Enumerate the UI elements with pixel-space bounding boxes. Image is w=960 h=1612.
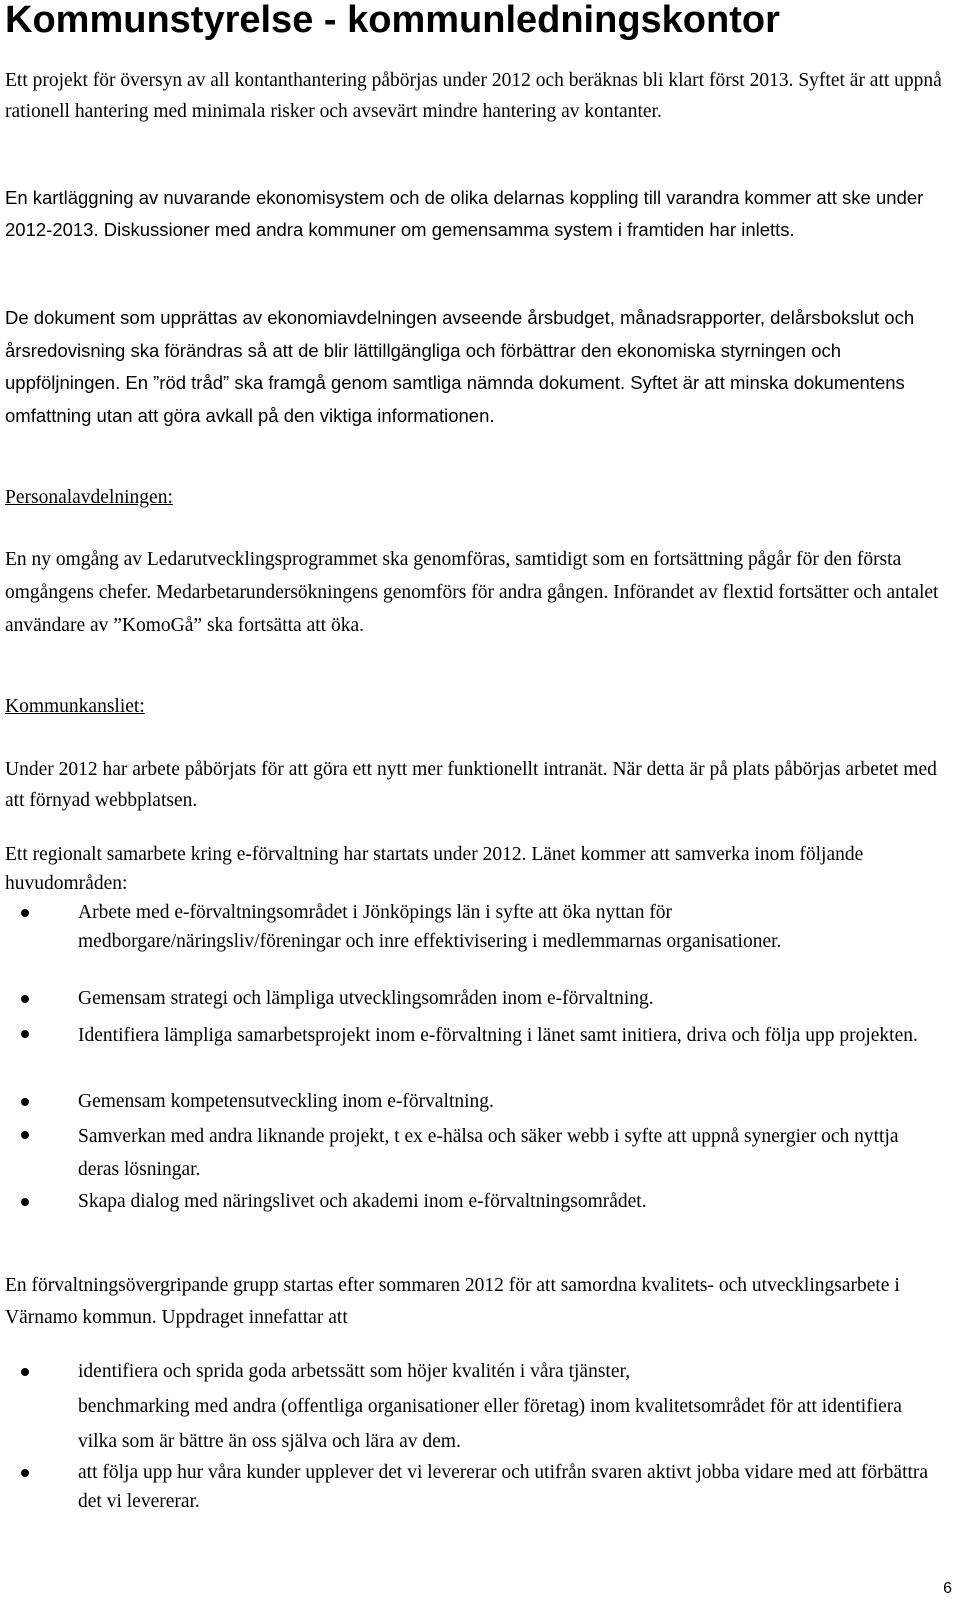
list-item-text: att följa upp hur våra kunder upplever det vi levererar och utifrån svaren aktivt jobba vidare med att förbättra det vi levererar. — [78, 1462, 929, 1512]
paragraph-dokument: De dokument som upprättas av ekonomiavdelningen avseende årsbudget, månadsrapporter, delårsbokslut och årsredovisning ska förändras så att de blir lättillgängliga och förbättrar den ekonomiska styrningen och uppföljningen. En ”röd tråd” ska framgå genom samtliga nämnda dokument. Syftet är att minska dokumentens omfattning utan att göra avkall på den viktiga informationen. — [5, 307, 915, 426]
bullet-icon — [21, 1469, 29, 1477]
bullet-icon — [21, 1198, 29, 1206]
list-item-text: Gemensam strategi och lämpliga utvecklingsområden inom e-förvaltning. — [78, 988, 654, 1009]
bullet-icon — [21, 1098, 29, 1106]
bullet-icon — [21, 1368, 29, 1376]
bullet-icon — [21, 1030, 29, 1038]
list-item — [78, 1120, 938, 1186]
list-item — [78, 1087, 938, 1116]
heading-personalavdelningen: Personalavdelningen: — [5, 487, 173, 508]
heading-kommunkansliet: Kommunkansliet: — [5, 696, 145, 717]
paragraph-kvalitetsgrupp: En förvaltningsövergripande grupp startas efter sommaren 2012 för att samordna kvalitets- och utvecklingsarbete i Värnamo kommun. Uppdraget innefattar att — [5, 1275, 900, 1328]
list-item — [78, 1389, 938, 1459]
bullet-icon — [21, 995, 29, 1003]
list-item — [78, 984, 938, 1013]
list-item — [78, 1458, 938, 1516]
paragraph-intranat: Under 2012 har arbete påbörjats för att göra ett nytt mer funktionellt intranät. När detta är på plats påbörjas arbetet med att förnyad webbplatsen. — [5, 759, 937, 811]
list-item — [78, 1019, 938, 1052]
list-item-text: Arbete med e-förvaltningsområdet i Jönköpings län i syfte att öka nyttan för medborgare/näringsliv/föreningar och inre effektivisering i medlemmarnas organisationer. — [78, 902, 782, 952]
list-item-text: Samverkan med andra liknande projekt, t ex e-hälsa och säker webb i syfte att uppnå synergier och nyttja deras lösningar. — [78, 1126, 899, 1180]
paragraph-kontanthantering: Ett projekt för översyn av all kontanthantering påbörjas under 2012 och beräknas bli klart först 2013. Syftet är att uppnå rationell hantering med minimala risker och avsevärt mindre hantering av kontanter. — [5, 70, 942, 122]
list-item — [78, 1187, 938, 1216]
bullet-icon — [21, 909, 29, 917]
list-item-text: identifiera och sprida goda arbetssätt som höjer kvalitén i våra tjänster, — [78, 1361, 631, 1382]
list-item — [78, 898, 938, 956]
list-item-text: Gemensam kompetensutveckling inom e-förvaltning. — [78, 1091, 494, 1112]
page-number: 6 — [943, 1580, 952, 1597]
paragraph-ledarutveckling: En ny omgång av Ledarutvecklingsprogrammet ska genomföras, samtidigt som en fortsättning pågår för den första omgångens chefer. Medarbetarundersökningens genomförs för andra gången. Införandet av flextid fortsätter och antalet användare av ”KomoGå” ska fortsätta att öka. — [5, 549, 939, 636]
list-item-text: Skapa dialog med näringslivet och akademi inom e-förvaltningsområdet. — [78, 1191, 647, 1212]
list-item-text: Identifiera lämpliga samarbetsprojekt inom e-förvaltning i länet samt initiera, driva och följa upp projekten. — [78, 1025, 918, 1046]
bullet-icon — [21, 1131, 29, 1139]
list-item — [78, 1357, 938, 1386]
paragraph-ekonomisystem: En kartläggning av nuvarande ekonomisystem och de olika delarnas koppling till varandra kommer att ske under 2012-2013. Diskussioner med andra kommuner om gemensamma system i framtiden har inletts. — [5, 187, 924, 240]
paragraph-e-forvaltning: Ett regionalt samarbete kring e-förvaltning har startats under 2012. Länet kommer att samverka inom följande huvudområden: — [5, 844, 864, 894]
page-title: Kommunstyrelse - kommunledningskontor — [5, 0, 780, 41]
list-item-text: benchmarking med andra (offentliga organisationer eller företag) inom kvalitetsområdet för att identifiera vilka som är bättre än oss själva och lära av dem. — [78, 1396, 902, 1452]
